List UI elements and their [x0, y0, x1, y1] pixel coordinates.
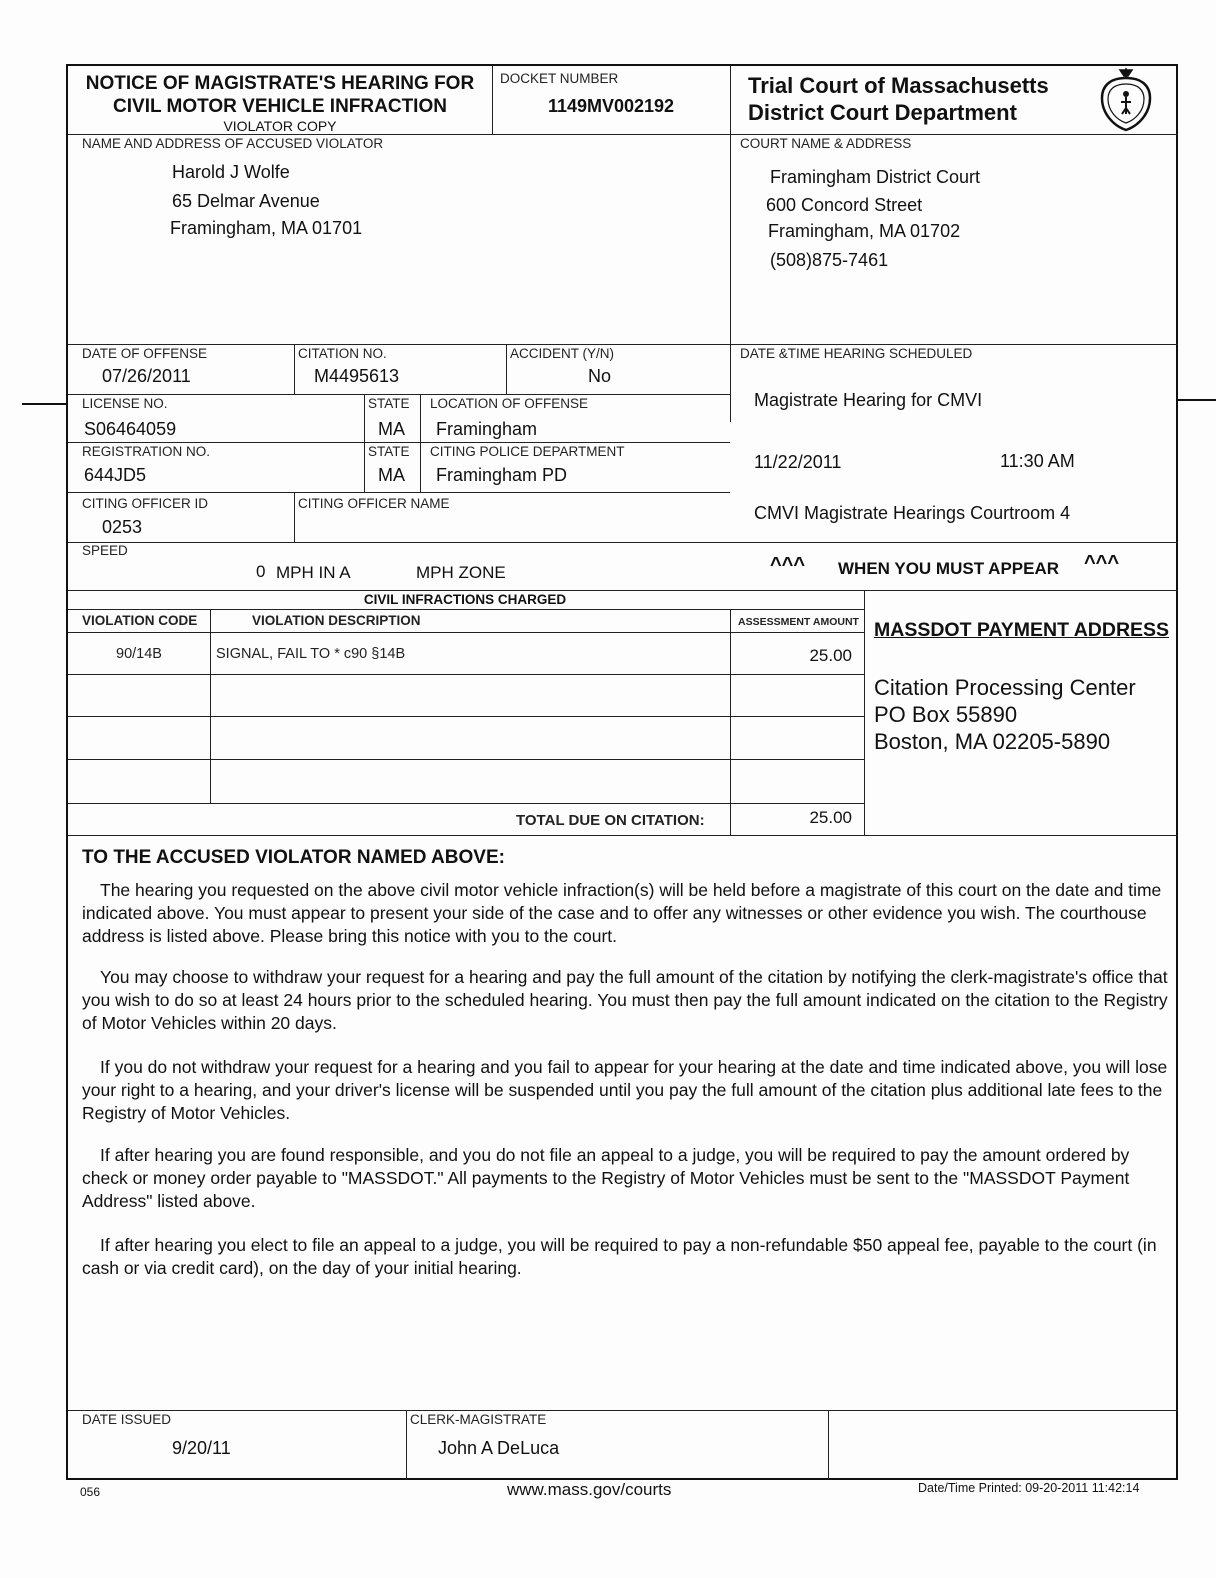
payment-line1: Citation Processing Center — [874, 675, 1136, 700]
officer-id-label: CITING OFFICER ID — [82, 496, 208, 511]
court-phone: (508)875-7461 — [770, 250, 889, 270]
registration-number: 644JD5 — [84, 465, 147, 485]
court-street: 600 Concord Street — [766, 195, 923, 215]
col-violation-code: VIOLATION CODE — [82, 613, 198, 628]
violator-street: 65 Delmar Avenue — [172, 191, 320, 211]
court-title-line1: Trial Court of Massachusetts — [748, 73, 1049, 98]
speed-unit-1: MPH IN A — [276, 563, 351, 582]
location-label: LOCATION OF OFFENSE — [430, 396, 589, 411]
license-number: S06464059 — [84, 419, 177, 439]
notice-paragraph-1: The hearing you requested on the above civil motor vehicle infraction(s) will be held before a magistrate of this court on the date and time indicated above. You must appear to present your side of the case and to offer any witnesses or other evidence you wish. The courthouse address is listed above. Please bring this notice with you to the court. — [82, 880, 1162, 946]
hearing-date: 11/22/2011 — [754, 452, 842, 472]
dept-value: Framingham PD — [436, 465, 568, 485]
docket-label: DOCKET NUMBER — [500, 71, 619, 86]
total-label: TOTAL DUE ON CITATION: — [516, 812, 705, 829]
row-amount: 25.00 — [809, 646, 852, 665]
license-state: MA — [378, 419, 405, 439]
fold-mark-right — [1178, 399, 1216, 401]
officer-id: 0253 — [102, 517, 143, 537]
issued-date: 9/20/11 — [172, 1438, 231, 1458]
hearing-time: 11:30 AM — [1000, 451, 1075, 471]
row-description: SIGNAL, FAIL TO * c90 §14B — [216, 646, 406, 662]
court-title-line2: District Court Department — [748, 100, 1017, 125]
location-value: Framingham — [436, 419, 538, 439]
col-assessment-amount: ASSESSMENT AMOUNT — [738, 616, 859, 628]
citation-number: M4495613 — [314, 366, 400, 386]
violator-city: Framingham, MA 01701 — [170, 218, 363, 238]
issued-label: DATE ISSUED — [82, 1412, 172, 1427]
notice-title-line2: CIVIL MOTOR VEHICLE INFRACTION — [113, 96, 447, 117]
fold-mark-left — [22, 403, 68, 405]
hearing-room: CMVI Magistrate Hearings Courtroom 4 — [754, 503, 1071, 523]
notice-paragraph-2: You may choose to withdraw your request for a hearing and pay the full amount of the citation by notifying the clerk-magistrate's office that you wish to do so at least 24 hours prior to the scheduled hearing. You must then pay the full amount indicated on the citation to the Registry of Motor Vehicles within 20 days. — [82, 967, 1168, 1033]
notice-paragraph-5: If after hearing you elect to file an appeal to a judge, you will be required to pay a non-refundable $50 appeal fee, payable to the court (in cash or via credit card), on the day of your initial hearing. — [82, 1235, 1157, 1278]
court-title — [748, 72, 1049, 126]
col-violation-description: VIOLATION DESCRIPTION — [252, 613, 421, 628]
dept-label: CITING POLICE DEPARTMENT — [430, 444, 625, 459]
notice-heading: TO THE ACCUSED VIOLATOR NAMED ABOVE: — [82, 847, 505, 868]
license-label: LICENSE NO. — [82, 396, 168, 411]
notice-title — [68, 72, 492, 118]
hearing-notice-form — [66, 64, 1178, 1480]
total-amount: 25.00 — [809, 808, 852, 827]
citation-label: CITATION NO. — [298, 346, 387, 361]
appear-arrows-right: ^^^ — [1084, 552, 1120, 574]
court-city: Framingham, MA 01702 — [768, 221, 961, 241]
notice-paragraph-3: If you do not withdraw your request for a hearing and you fail to appear for your hearing at the date and time indicated above, you will lose your right to a hearing, and your driver's license will be suspended until you pay the full amount of the citation plus additional late fees to the Registry of Motor Vehicles. — [82, 1057, 1168, 1123]
appear-text: WHEN YOU MUST APPEAR — [838, 559, 1060, 578]
clerk-name: John A DeLuca — [438, 1438, 560, 1458]
speed-value: 0 — [256, 562, 266, 581]
notice-title-line1: NOTICE OF MAGISTRATE'S HEARING FOR — [85, 73, 475, 94]
court-name: Framingham District Court — [770, 167, 981, 187]
notice-paragraph-4: If after hearing you are found responsible, and you do not file an appeal to a judge, you will be required to pay the amount ordered by check or money order payable to "MASSDOT." All payments to the Registry of Motor Vehicles must be sent to the "MASSDOT Payment Address" listed above. — [82, 1145, 1130, 1211]
violator-name: Harold J Wolfe — [172, 162, 290, 182]
hearing-label: DATE &TIME HEARING SCHEDULED — [740, 346, 973, 361]
website[interactable]: www.mass.gov/courts — [507, 1480, 672, 1499]
speed-unit-2: MPH ZONE — [416, 563, 506, 582]
registration-state: MA — [378, 465, 405, 485]
row-code: 90/14B — [116, 646, 162, 662]
payment-line2: PO Box 55890 — [874, 702, 1018, 727]
court-label: COURT NAME & ADDRESS — [740, 136, 912, 151]
copy-type: VIOLATOR COPY — [223, 118, 337, 134]
accident-label: ACCIDENT (Y/N) — [510, 346, 615, 361]
violator-label: NAME AND ADDRESS OF ACCUSED VIOLATOR — [82, 136, 384, 151]
registration-state-label: STATE — [368, 444, 410, 459]
massachusetts-seal-icon — [1098, 68, 1154, 132]
infractions-title: CIVIL INFRACTIONS CHARGED — [363, 592, 567, 607]
accident-value: No — [588, 366, 612, 386]
hearing-type: Magistrate Hearing for CMVI — [754, 390, 983, 410]
speed-label: SPEED — [82, 543, 128, 558]
date-printed: Date/Time Printed: 09-20-2011 11:42:14 — [918, 1481, 1140, 1495]
registration-label: REGISTRATION NO. — [82, 444, 211, 459]
form-number: 056 — [80, 1485, 101, 1499]
docket-number: 1149MV002192 — [547, 96, 675, 116]
officer-name-label: CITING OFFICER NAME — [298, 496, 450, 511]
offense-date: 07/26/2011 — [102, 366, 191, 386]
clerk-label: CLERK-MAGISTRATE — [410, 1412, 547, 1427]
payment-title: MASSDOT PAYMENT ADDRESS — [874, 619, 1170, 641]
payment-line3: Boston, MA 02205-5890 — [874, 729, 1111, 754]
offense-date-label: DATE OF OFFENSE — [82, 346, 208, 361]
appear-arrows-left: ^^^ — [770, 554, 806, 576]
license-state-label: STATE — [368, 396, 410, 411]
